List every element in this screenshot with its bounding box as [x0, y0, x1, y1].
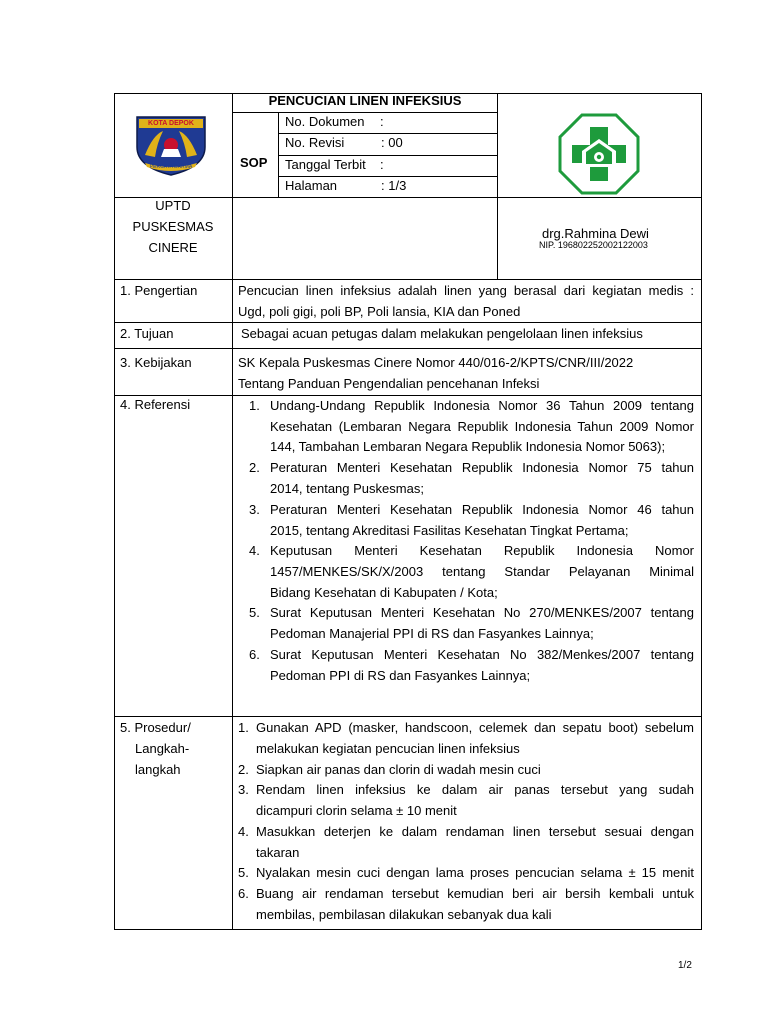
list-item-line: Siapkan air panas dan clorin di wadah mesin cuci — [256, 762, 541, 777]
meta-value-tanggal-terbit: : — [380, 157, 384, 172]
list-item-line: Masukkan deterjen ke dalam rendaman linen tersebut sesuai dengan — [256, 824, 694, 839]
list-item-line: melakukan kegiatan pencucian linen infeksius — [256, 741, 520, 756]
list-item-line: Keputusan Menteri Kesehatan Republik Indonesia Nomor — [270, 543, 694, 558]
list-item-line: dicampuri clorin selama ± 10 menit — [256, 803, 457, 818]
institution-line: UPTD — [155, 198, 191, 213]
section-label-prosedur: 5. Prosedur/ — [120, 720, 191, 735]
page-number: 1/2 — [678, 960, 692, 971]
list-item-line: Pedoman PPI di RS dan Fasyankes Lainnya; — [270, 668, 531, 683]
tujuan-line: Sebagai acuan petugas dalam melakukan pengelolaan linen infeksius — [241, 326, 643, 341]
list-item-line: Peraturan Menteri Kesehatan Republik Indonesia Nomor 46 tahun — [270, 502, 694, 517]
sop-label: SOP — [240, 155, 268, 170]
meta-label-no-dokumen: No. Dokumen — [285, 114, 365, 129]
list-item-number: 3. — [238, 782, 249, 797]
list-item-number: 5. — [249, 605, 260, 620]
meta-label-no-revisi: No. Revisi — [285, 135, 345, 150]
section-label-referensi: 4. Referensi — [120, 397, 191, 412]
list-item-line: Nyalakan mesin cuci dengan lama proses pencucian selama ± 15 menit — [256, 865, 694, 880]
list-item-line: membilas, pembilasan dilakukan sebanyak dua kali — [256, 907, 552, 922]
list-item-number: 6. — [249, 647, 260, 662]
section-label-prosedur: langkah — [135, 762, 181, 777]
list-item-line: Bidang Kesehatan di Kabupaten / Kota; — [270, 585, 498, 600]
list-item-line: Undang-Undang Republik Indonesia Nomor 36 Tahun 2009 tentang — [270, 398, 694, 413]
list-item-line: 2014, tentang Puskesmas; — [270, 481, 424, 496]
pengertian-line: Ugd, poli gigi, poli BP, Poli lansia, KIA dan Poned — [238, 304, 521, 319]
list-item-line: takaran — [256, 845, 300, 860]
section-label-tujuan: 2. Tujuan — [120, 326, 174, 341]
kota-depok-emblem — [133, 113, 209, 177]
list-item-number: 5. — [238, 865, 249, 880]
emblem-motto: PERCAYA DARMA — [149, 164, 193, 170]
meta-value-no-dokumen: : — [380, 114, 384, 129]
meta-value-no-revisi: : 00 — [381, 135, 403, 150]
list-item-line: Buang air rendaman tersebut kemudian beri air bersih kembali untuk — [256, 886, 694, 901]
list-item-line: Rendam linen infeksius ke dalam air panas tersebut yang sudah — [256, 782, 694, 797]
list-item-line: 1457/MENKES/SK/X/2003 tentang Standar Pelayanan Minimal — [270, 564, 694, 579]
document-title: PENCUCIAN LINEN INFEKSIUS — [268, 93, 462, 108]
kebijakan-line: Tentang Panduan Pengendalian pencehanan Infeksi — [238, 376, 540, 391]
list-item-number: 3. — [249, 502, 260, 517]
puskesmas-logo — [558, 113, 640, 195]
meta-label-halaman: Halaman — [285, 178, 338, 193]
kebijakan-line: SK Kepala Puskesmas Cinere Nomor 440/016-2/KPTS/CNR/III/2022 — [238, 355, 634, 370]
section-label-kebijakan: 3. Kebijakan — [120, 355, 192, 370]
emblem-title: KOTA DEPOK — [148, 120, 194, 127]
list-item-line: Gunakan APD (masker, handscoon, celemek dan sepatu boot) sebelum — [256, 720, 694, 735]
list-item-line: Kesehatan (Lembaran Negara Republik Indonesia Tahun 2009 Nomor — [270, 419, 694, 434]
list-item-number: 2. — [238, 762, 249, 777]
list-item-line: 144, Tambahan Lembaran Negara Republik Indonesia Nomor 5063); — [270, 439, 666, 454]
list-item-number: 6. — [238, 886, 249, 901]
signer-nip: NIP. 196802252002122003 — [539, 240, 648, 250]
institution-line: PUSKESMAS — [132, 219, 214, 234]
institution-line: CINERE — [148, 240, 198, 255]
list-item-line: Surat Keputusan Menteri Kesehatan No 382/Menkes/2007 tentang — [270, 647, 694, 662]
list-item-number: 2. — [249, 460, 260, 475]
list-item-number: 1. — [249, 398, 260, 413]
pengertian-line: Pencucian linen infeksius adalah linen yang berasal dari kegiatan medis : — [238, 283, 694, 298]
signer-name: drg.Rahmina Dewi — [542, 226, 649, 241]
list-item-line: Pedoman Manajerial PPI di RS dan Fasyankes Lainnya; — [270, 626, 594, 641]
list-item-number: 4. — [249, 543, 260, 558]
list-item-line: Surat Keputusan Menteri Kesehatan No 270/MENKES/2007 tentang — [270, 605, 694, 620]
section-label-pengertian: 1. Pengertian — [120, 283, 198, 298]
list-item-number: 1. — [238, 720, 249, 735]
list-item-number: 4. — [238, 824, 249, 839]
list-item-line: 2015, tentang Akreditasi Fasilitas Kesehatan Tingkat Pertama; — [270, 523, 629, 538]
meta-value-halaman: : 1/3 — [381, 178, 407, 193]
section-label-prosedur: Langkah- — [135, 741, 190, 756]
meta-label-tanggal-terbit: Tanggal Terbit — [285, 157, 366, 172]
list-item-line: Peraturan Menteri Kesehatan Republik Indonesia Nomor 75 tahun — [270, 460, 694, 475]
